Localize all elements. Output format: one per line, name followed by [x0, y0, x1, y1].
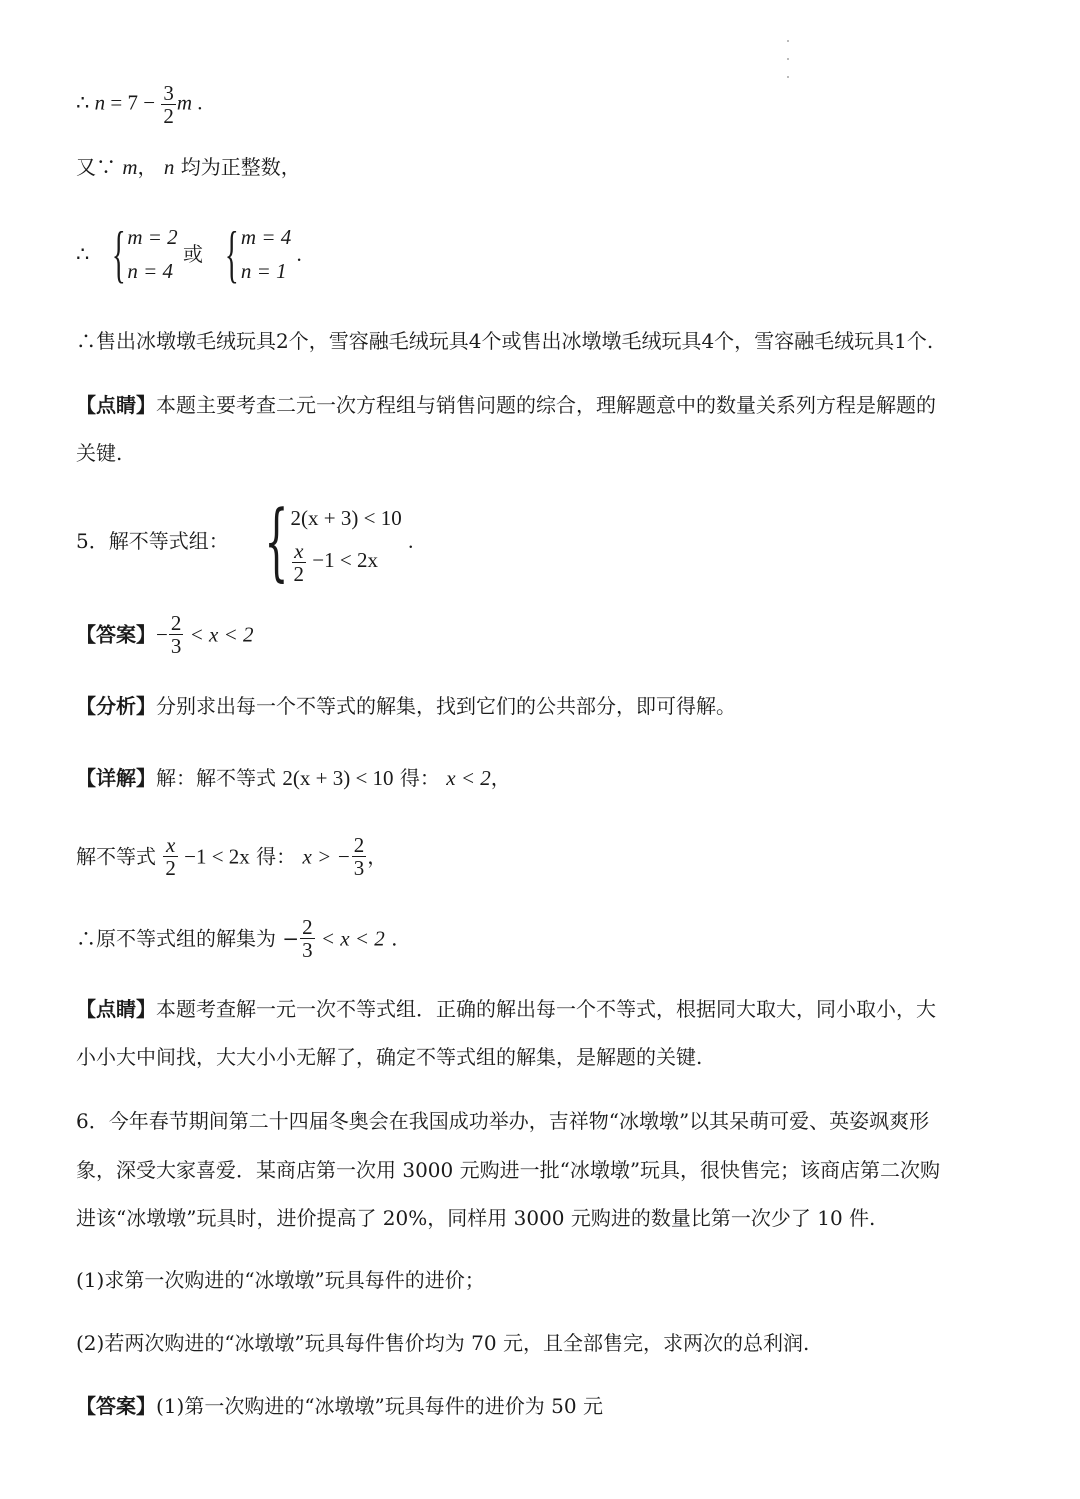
scan-speck [787, 76, 789, 78]
answer-6: 【答案】(1)第一次购进的“冰墩墩”玩具每件的进价为 50 元 [76, 1394, 603, 1418]
question-6-part2: (2)若两次购进的“冰墩墩”玩具每件售价均为 70 元，且全部售完，求两次的总利润. [76, 1331, 810, 1355]
question-5: 5．解不等式组： { 2(x + 3) < 10 $\frac{x}{2}$ −1 < 2x . [76, 491, 414, 590]
answer-5: 【答案】− $\frac{2}{3}$ < x < 2 [76, 611, 254, 658]
positive-integer-note: 又∵ m， n 均为正整数， [76, 155, 301, 179]
detail-5-step2: 解不等式 $\frac{x}{2}$ −1 < 2x 得： x > − $\frac{2}{3}$ ， [76, 833, 388, 880]
comment-q4: 【点睛】本题主要考查二元一次方程组与销售问题的综合，理解题意中的数量关系列方程是解题的 [76, 393, 936, 417]
analysis-5: 【分析】分别求出每一个不等式的解集，找到它们的公共部分，即可得解。 [76, 694, 736, 718]
scan-speck [787, 40, 789, 42]
question-6-line2: 象，深受大家喜爱．某商店第一次用 3000 元购进一批“冰墩墩”玩具，很快售完；该商店第二次购 [76, 1158, 941, 1182]
detail-5-result: ∴原不等式组的解集为 − $\frac{2}{3}$ < x < 2 . [76, 915, 398, 962]
solution-systems: ∴ { m = 2 n = 4 或 { m = 4 n = 1 . [76, 218, 302, 289]
comment-q5-cont: 小小大中间找，大大小小无解了，确定不等式组的解集，是解题的关键. [76, 1045, 703, 1069]
question-6-line3: 进该“冰墩墩”玩具时，进价提高了 20%，同样用 3000 元购进的数量比第一次少了 10 件. [76, 1206, 876, 1230]
scan-speck [787, 58, 789, 60]
detail-5: 【详解】解：解不等式 2(x + 3) < 10 得： x < 2， [76, 766, 511, 790]
comment-q5: 【点睛】本题考查解一元一次不等式组．正确的解出每一个不等式，根据同大取大，同小取小，大 [76, 997, 936, 1021]
comment-q4-cont: 关键. [76, 441, 123, 465]
sales-conclusion: ∴售出冰墩墩毛绒玩具2个，雪容融毛绒玩具4个或售出冰墩墩毛绒玩具4个，雪容融毛绒玩具1个. [76, 329, 934, 353]
question-6-part1: (1)求第一次购进的“冰墩墩”玩具每件的进价； [76, 1268, 485, 1292]
equation-n-expression: ∴ n = 7 − $\frac{3}{2}$ m . [76, 81, 203, 128]
question-6-line1: 6．今年春节期间第二十四届冬奥会在我国成功举办，吉祥物“冰墩墩”以其呆萌可爱、英姿飒爽形 [76, 1109, 930, 1133]
